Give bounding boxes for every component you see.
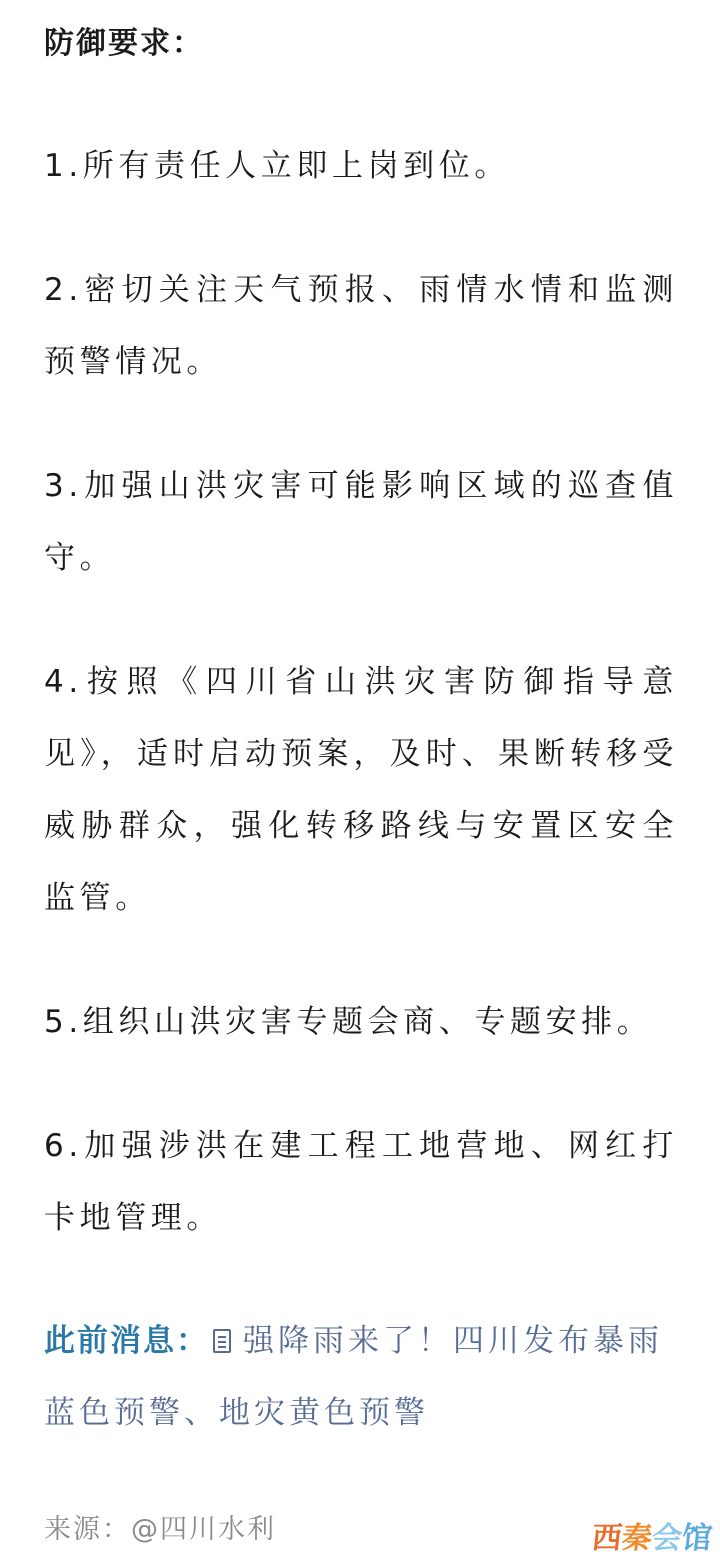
watermark-char-1: 西 [590, 1521, 624, 1556]
watermark-logo [592, 1519, 712, 1559]
watermark-char-4: 馆 [680, 1521, 714, 1556]
requirement-item-4: 4.按照《四川省山洪灾害防御指导意见》，适时启动预案，及时、果断转移受威胁群众，强化转移路线与安置区安全监管。 [44, 664, 678, 916]
requirement-item-6: 6.加强涉洪在建工程工地营地、网红打卡地管理。 [44, 1128, 678, 1236]
source-attribution: 来源：@四川水利 [44, 1514, 276, 1545]
requirement-item-3: 3.加强山洪灾害可能影响区域的巡查值守。 [44, 468, 678, 576]
watermark-char-2: 秦 [620, 1521, 654, 1556]
requirement-item-2: 2.密切关注天气预报、雨情水情和监测预警情况。 [44, 272, 678, 380]
watermark-char-3: 会 [650, 1521, 684, 1556]
previous-news-label: 此前消息： [44, 1323, 209, 1359]
previous-news [44, 1305, 684, 1449]
previous-news-link[interactable]: 强降雨来了！四川发布暴雨蓝色预警、地灾黄色预警 [44, 1323, 663, 1431]
requirement-item-5: 5.组织山洪灾害专题会商、专题安排。 [44, 1004, 653, 1040]
document-icon [213, 1329, 231, 1353]
requirement-item-1: 1.所有责任人立即上岗到位。 [44, 148, 510, 184]
section-heading: 防御要求： [44, 26, 204, 61]
